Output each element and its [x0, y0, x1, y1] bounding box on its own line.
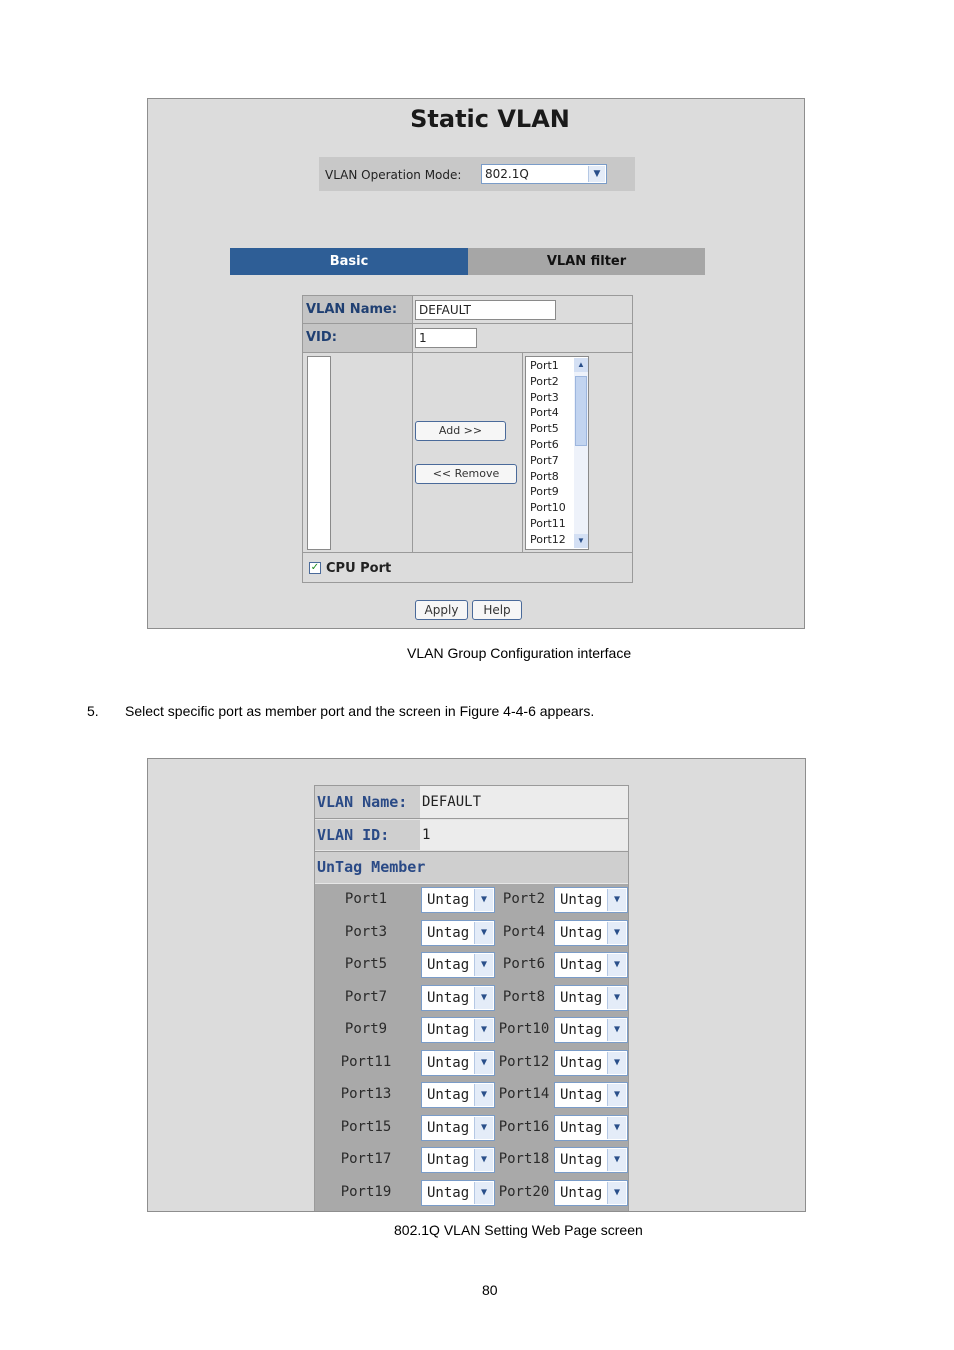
- port-label: Port18: [498, 1151, 550, 1167]
- untag-select[interactable]: [554, 985, 628, 1011]
- chevron-down-icon[interactable]: ▼: [574, 534, 588, 548]
- port-option[interactable]: Port4: [530, 406, 559, 420]
- untag-select-value: Untag: [427, 1087, 470, 1103]
- port-list-scrollbar[interactable]: [574, 358, 588, 548]
- vlan-form: [302, 295, 633, 583]
- untag-select[interactable]: [421, 1082, 495, 1108]
- untag-select-value: Untag: [560, 1087, 603, 1103]
- scrollbar-thumb[interactable]: [575, 376, 587, 446]
- untag-select-value: Untag: [560, 1119, 603, 1136]
- tab-vlan-filter[interactable]: VLAN filter: [468, 248, 705, 275]
- operation-mode-box: [319, 157, 635, 191]
- chevron-down-icon: ▼: [607, 1084, 626, 1106]
- figure-caption: 802.1Q VLAN Setting Web Page screen: [394, 1222, 643, 1238]
- vlan-name-label: VLAN Name:: [315, 786, 420, 818]
- untag-select[interactable]: [421, 1147, 495, 1173]
- tab-basic[interactable]: Basic: [230, 248, 468, 275]
- cpu-port-label: CPU Port: [326, 561, 392, 576]
- port-label: Port19: [340, 1183, 392, 1200]
- chevron-down-icon: ▼: [588, 166, 605, 182]
- chevron-down-icon: ▼: [474, 987, 493, 1009]
- untag-select-value: Untag: [427, 957, 470, 973]
- chevron-down-icon: ▼: [607, 954, 626, 976]
- untag-select[interactable]: [421, 985, 495, 1011]
- untag-select-value: Untag: [427, 1152, 470, 1168]
- help-button[interactable]: Help: [472, 600, 522, 620]
- available-port-list[interactable]: [525, 356, 589, 550]
- port-label: Port15: [340, 1118, 392, 1135]
- step-number: 5.: [87, 703, 99, 719]
- untag-select[interactable]: [554, 1082, 628, 1108]
- untag-select-value: Untag: [560, 957, 603, 973]
- chevron-down-icon: ▼: [607, 1182, 626, 1204]
- vid-label: VID:: [306, 330, 337, 345]
- remove-button[interactable]: << Remove: [415, 464, 517, 484]
- chevron-down-icon: ▼: [607, 1019, 626, 1041]
- untag-select[interactable]: [554, 1017, 628, 1043]
- untag-select-value: Untag: [427, 989, 470, 1006]
- untag-select-value: Untag: [427, 1022, 470, 1038]
- port-option[interactable]: Port9: [530, 485, 559, 499]
- port-option[interactable]: Port10: [530, 501, 566, 515]
- untag-select[interactable]: [554, 952, 628, 978]
- vlan-id-value: 1: [420, 820, 629, 850]
- untag-select[interactable]: [421, 1115, 495, 1141]
- figure-caption: VLAN Group Configuration interface: [407, 645, 632, 661]
- port-label: Port16: [498, 1118, 550, 1135]
- chevron-down-icon: ▼: [607, 922, 626, 944]
- untag-select[interactable]: [421, 1180, 495, 1206]
- port-label: Port11: [340, 1053, 392, 1070]
- port-label: Port13: [340, 1086, 392, 1102]
- port-option[interactable]: Port3: [530, 390, 559, 404]
- chevron-down-icon: ▼: [474, 922, 493, 944]
- chevron-down-icon: ▼: [607, 1117, 626, 1139]
- chevron-down-icon: ▼: [474, 1117, 493, 1139]
- untag-select[interactable]: [554, 1147, 628, 1173]
- untag-select-value: Untag: [427, 1184, 470, 1201]
- port-label: Port3: [344, 923, 388, 940]
- vlan-name-label: VLAN Name:: [306, 302, 398, 317]
- untag-select-value: Untag: [427, 1054, 470, 1071]
- chevron-down-icon: ▼: [474, 1019, 493, 1041]
- port-label: Port20: [498, 1183, 550, 1200]
- operation-mode-value: 802.1Q: [485, 167, 529, 181]
- operation-mode-label: VLAN Operation Mode:: [325, 168, 462, 182]
- add-button[interactable]: Add >>: [415, 421, 506, 441]
- port-label: Port10: [498, 1021, 550, 1037]
- vid-input[interactable]: [415, 328, 477, 348]
- port-label: Port1: [344, 891, 388, 907]
- apply-button[interactable]: Apply: [415, 600, 468, 620]
- vlan-setting-panel: [147, 758, 806, 1212]
- page-title: Static VLAN: [410, 105, 570, 133]
- vlan-name-input[interactable]: [415, 300, 556, 320]
- port-option[interactable]: Port1: [530, 359, 559, 372]
- untag-select[interactable]: [421, 887, 495, 913]
- static-vlan-panel: [147, 98, 805, 629]
- vlan-id-label: VLAN ID:: [315, 820, 420, 850]
- untag-select-value: Untag: [427, 892, 470, 908]
- page-number: 80: [482, 1282, 498, 1298]
- chevron-down-icon: ▼: [474, 889, 493, 911]
- untag-select[interactable]: [554, 1050, 628, 1076]
- port-label: Port7: [344, 988, 388, 1005]
- chevron-down-icon: ▼: [474, 954, 493, 976]
- operation-mode-select[interactable]: [481, 164, 607, 184]
- vlan-setting-table: [314, 785, 629, 1212]
- port-label: Port5: [344, 956, 388, 972]
- chevron-down-icon: ▼: [607, 987, 626, 1009]
- port-label: Port9: [344, 1021, 388, 1037]
- untag-select-value: Untag: [560, 989, 603, 1006]
- port-option[interactable]: Port12: [530, 532, 566, 546]
- untag-select[interactable]: [421, 920, 495, 946]
- chevron-up-icon[interactable]: ▲: [574, 358, 588, 372]
- untag-select[interactable]: [421, 1050, 495, 1076]
- untag-select-value: Untag: [560, 1152, 603, 1168]
- chevron-down-icon: ▼: [474, 1149, 493, 1171]
- port-option[interactable]: Port6: [530, 438, 559, 451]
- port-option[interactable]: Port11: [530, 517, 566, 530]
- port-option[interactable]: Port8: [530, 469, 559, 483]
- untag-member-header: UnTag Member: [315, 852, 629, 883]
- untag-select[interactable]: [554, 1115, 628, 1141]
- member-port-list[interactable]: [307, 356, 331, 550]
- chevron-down-icon: ▼: [474, 1084, 493, 1106]
- port-label: Port6: [502, 956, 546, 972]
- port-label: Port14: [498, 1086, 550, 1102]
- chevron-down-icon: ▼: [607, 889, 626, 911]
- untag-member-grid: [315, 884, 628, 1212]
- chevron-down-icon: ▼: [474, 1182, 493, 1204]
- untag-select-value: Untag: [560, 924, 603, 941]
- chevron-down-icon: ▼: [607, 1149, 626, 1171]
- untag-select-value: Untag: [427, 1119, 470, 1136]
- step-text: Select specific port as member port and the screen in Figure 4-4-6 appears.: [125, 703, 595, 719]
- port-label: Port12: [498, 1053, 550, 1070]
- cpu-port-checkbox[interactable]: ✓: [310, 562, 320, 573]
- chevron-down-icon: ▼: [607, 1052, 626, 1074]
- port-option[interactable]: Port7: [530, 453, 559, 467]
- untag-select-value: Untag: [427, 924, 470, 941]
- untag-select[interactable]: [554, 1180, 628, 1206]
- untag-select[interactable]: [554, 920, 628, 946]
- vlan-name-value: DEFAULT: [420, 786, 629, 818]
- port-label: Port2: [502, 891, 546, 907]
- port-label: Port4: [502, 923, 546, 940]
- port-label: Port17: [340, 1151, 392, 1167]
- port-option[interactable]: Port5: [530, 422, 559, 436]
- port-option[interactable]: Port2: [530, 374, 559, 388]
- port-label: Port8: [502, 988, 546, 1005]
- untag-select[interactable]: [554, 887, 628, 913]
- untag-select-value: Untag: [560, 1184, 603, 1201]
- untag-select-value: Untag: [560, 1022, 603, 1038]
- untag-select[interactable]: [421, 952, 495, 978]
- untag-select-value: Untag: [560, 892, 603, 908]
- untag-select-value: Untag: [560, 1054, 603, 1071]
- chevron-down-icon: ▼: [474, 1052, 493, 1074]
- untag-select[interactable]: [421, 1017, 495, 1043]
